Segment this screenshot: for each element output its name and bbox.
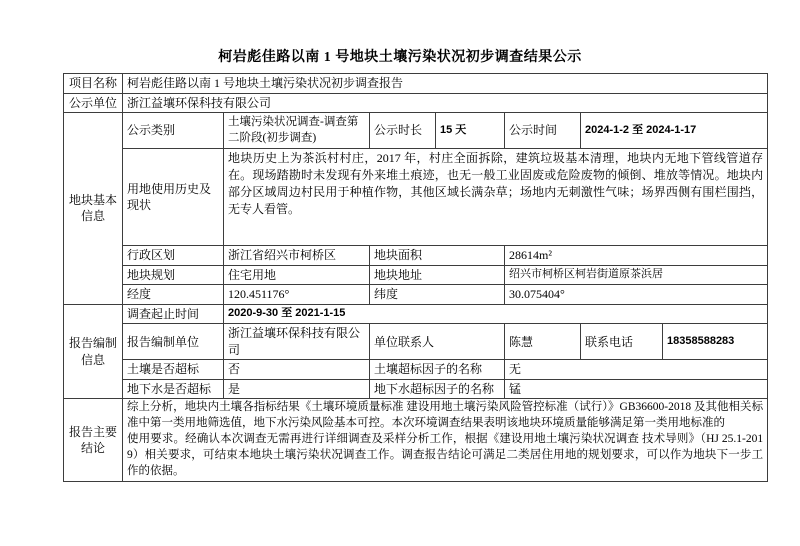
publicity-type-row xyxy=(64,113,768,149)
soil-exceeded-value: 否 xyxy=(224,360,370,380)
project-name-value: 柯岩彪佳路以南 1 号地块土壤污染状况初步调查报告 xyxy=(123,74,768,94)
site-address-label: 地块地址 xyxy=(370,265,505,285)
groundwater-exceeded-label: 地下水是否超标 xyxy=(123,379,224,399)
publicity-duration-value: 15 天 xyxy=(436,113,505,149)
site-basic-section-label: 地块基本信息 xyxy=(64,113,123,305)
groundwater-factor-label: 地下水超标因子的名称 xyxy=(370,379,505,399)
conclusion-value xyxy=(123,399,768,481)
survey-period-label: 调查起止时间 xyxy=(123,304,224,324)
conclusion-paragraph-1: 综上分析，地块内土壤各指标结果《土壤环境质量标准 建设用地土壤污染风险管控标准（试行）》GB36600-2018 及其他相关标准中第一类用地筛选值，地下水污染风险基本可控。本次环境调查结果表明该地块环境质量能够满足第一类用地标准的 xyxy=(127,401,764,430)
soil-factor-value: 无 xyxy=(505,360,768,380)
site-planning-label: 地块规划 xyxy=(123,265,224,285)
site-planning-value: 住宅用地 xyxy=(224,265,370,285)
longitude-latitude-row xyxy=(64,285,768,305)
publicity-time-label: 公示时间 xyxy=(505,113,581,149)
soil-exceeded-row xyxy=(64,360,768,380)
report-info-section-label: 报告编制信息 xyxy=(64,304,123,399)
publicity-type-label: 公示类别 xyxy=(123,113,224,149)
publicity-type-value: 土壤污染状况调查-调查第二阶段(初步调查) xyxy=(224,113,370,149)
conclusion-section-label: 报告主要结论 xyxy=(64,399,123,481)
project-name-row xyxy=(64,74,768,94)
report-unit-row xyxy=(64,324,768,360)
publicity-table xyxy=(63,73,768,482)
publicity-unit-value: 浙江益壤环保科技有限公司 xyxy=(123,93,768,113)
admin-division-row xyxy=(64,246,768,266)
unit-contact-label: 单位联系人 xyxy=(370,324,505,360)
soil-exceeded-label: 土壤是否超标 xyxy=(123,360,224,380)
conclusion-row xyxy=(64,399,768,481)
publicity-duration-label: 公示时长 xyxy=(370,113,436,149)
conclusion-paragraph-2: 使用要求。经确认本次调查无需再进行详细调查及采样分析工作，根据《建设用地土壤污染状况调查 技术导则》（HJ 25.1-2019）相关要求，可结束本地块土壤污染状况调查工作。调查报告结论可满足二类居住用地的规划要求，可以作为地块下一步工作的依据。 xyxy=(127,433,764,477)
report-unit-value: 浙江益壤环保科技有限公司 xyxy=(224,324,370,360)
land-use-history-value: 地块历史上为茶浜村村庄，2017 年，村庄全面拆除，建筑垃圾基本清理，地块内无地下管线管道存在。现场踏勘时未发现有外来堆土痕迹，也无一般工业固废或危险废物的倾倒、堆放等情况。地块内部分区域周边村民用于种植作物，其他区域长满杂草；场地内无刺激性气味；场界西侧有围栏围挡，无专人看管。 xyxy=(224,149,768,246)
groundwater-exceeded-row xyxy=(64,379,768,399)
unit-contact-value: 陈慧 xyxy=(505,324,581,360)
land-use-history-label: 用地使用历史及现状 xyxy=(123,149,224,246)
survey-period-value: 2020-9-30 至 2021-1-15 xyxy=(224,304,768,324)
site-area-value: 28614m² xyxy=(505,246,768,266)
land-use-history-row xyxy=(64,149,768,246)
admin-division-value: 浙江省绍兴市柯桥区 xyxy=(224,246,370,266)
publicity-time-value: 2024-1-2 至 2024-1-17 xyxy=(581,113,768,149)
publicity-unit-label: 公示单位 xyxy=(64,93,123,113)
report-unit-label: 报告编制单位 xyxy=(123,324,224,360)
longitude-value: 120.451176° xyxy=(224,285,370,305)
latitude-value: 30.075404° xyxy=(505,285,768,305)
longitude-label: 经度 xyxy=(123,285,224,305)
site-address-value: 绍兴市柯桥区柯岩街道原茶浜居 xyxy=(505,265,768,285)
survey-period-row xyxy=(64,304,768,324)
contact-phone-value: 18358588283 xyxy=(663,324,768,360)
groundwater-factor-value: 锰 xyxy=(505,379,768,399)
groundwater-exceeded-value: 是 xyxy=(224,379,370,399)
contact-phone-label: 联系电话 xyxy=(581,324,663,360)
admin-division-label: 行政区划 xyxy=(123,246,224,266)
soil-factor-label: 土壤超标因子的名称 xyxy=(370,360,505,380)
site-planning-row xyxy=(64,265,768,285)
project-name-label: 项目名称 xyxy=(64,74,123,94)
site-area-label: 地块面积 xyxy=(370,246,505,266)
page-title: 柯岩彪佳路以南 1 号地块土壤污染状况初步调查结果公示 xyxy=(218,50,582,65)
latitude-label: 纬度 xyxy=(370,285,505,305)
publicity-unit-row xyxy=(64,93,768,113)
